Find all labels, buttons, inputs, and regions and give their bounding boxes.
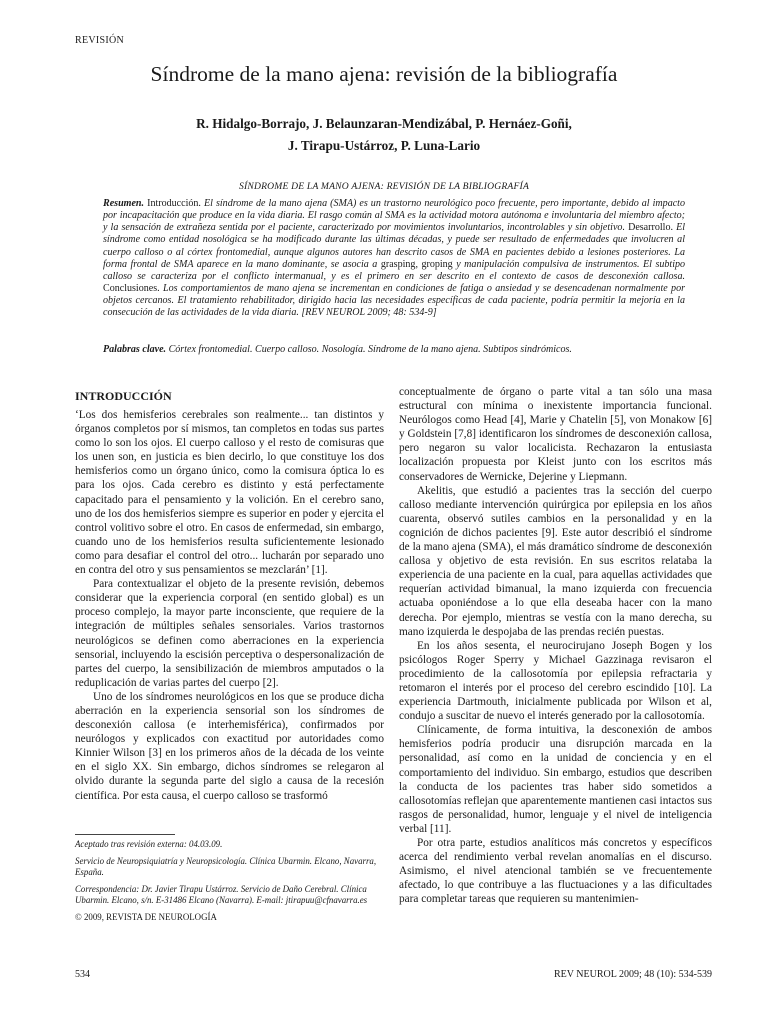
paragraph: Clínicamente, de forma intuitiva, la desconexión de ambos hemisferios podría producir una disrupción marcada en la personalidad, así como en la unidad de conciencia y en el comportamiento del individuo. Sin embargo, estudios que describen la conducta de los pacientes tras haber sido sometidos a callosotomías reflejan que aparentemente mantienen casi intactos sus rasgos de personalidad, humor, lenguaje y el nivel de inteligencia verbal [11]. <box>399 724 712 835</box>
footnote-correspondence: Correspondencia: Dr. Javier Tirapu Ustárroz. Servicio de Daño Cerebral. Clínica Ubarmin. Elcano, s/n. E-31486 Elcano (Navarra). E-mail: jtirapuu@cfnavarra.es <box>75 884 368 905</box>
footnote-accepted: Aceptado tras revisión externa: 04.03.09. <box>75 839 223 849</box>
keywords-label: Palabras clave. <box>103 344 167 355</box>
author-line-1: R. Hidalgo-Borrajo, J. Belaunzaran-Mendizábal, P. Hernáez-Goñi, <box>196 116 572 131</box>
paragraph: Para contextualizar el objeto de la presente revisión, debemos considerar que la experiencia corporal (en sentido global) es un proceso complejo, la mayor parte inconsciente, que requiere de la integración de múltiples señales sensoriales. Varios trastornos neurológicos se definen como aberraciones en la experiencia sensorial, incluyendo la escisión perceptiva o despersonalización de partes del cuerpo, la sensibilización de miembros amputados o la reduplicación de varias partes del cuerpo [2]. <box>75 578 384 689</box>
abstract-heading: SÍNDROME DE LA MANO AJENA: REVISIÓN DE LA BIBLIOGRAFÍA <box>238 181 530 192</box>
paragraph: ‘Los dos hemisferios cerebrales son realmente... tan distintos y órganos completos por sí mismos, tan completos en todas sus partes como lo son los ojos. El cuerpo calloso y el resto de comisuras que los unen son, en justicia es bien decirlo, lo que constituye los dos hemisferios como un órgano único, como la comisura óptica lo es para los ojos. Cada cerebro es distinto y está perfectamente capacitado para el pensamiento y la volición. En el cerebro sano, uno de los dos hemisferios siempre es superior en poder y ejercita el control volitivo sobre el otro. En casos de enfermedad, sin embargo, cuando uno de los hemisferios resulta suficientemente lesionado como para desafiar el control del otro... lucharán por separado uno en contra del otro y sus pensamientos se mezclarán’ [1]. <box>75 409 384 577</box>
abstract-label: Resumen. <box>103 198 145 209</box>
article-title: Síndrome de la mano ajena: revisión de la bibliografía <box>150 62 618 86</box>
abstract-term-grasping: grasping <box>380 258 416 270</box>
footnote-divider <box>75 834 175 835</box>
paragraph: Por otra parte, estudios analíticos más concretos y específicos acerca del rendimiento verbal revelan anomalías en el discurso. Asimismo, el nivel atencional también se ve frecuentemente afectado, lo que contribuye a las fluctuaciones y a las dificultades para completar tareas que requieren su mantenimien- <box>399 837 712 906</box>
paragraph: conceptualmente de órgano o parte vital a tan sólo una masa estructural con mínima o inexistente importancia funcional. Neurólogos como Head [4], Marie y Chatelin [5], von Monakow [6] y Goldstein [7,8] identificaron los síndromes de desconexión callosa, pero negaron su valor localicista. Rechazaron la entusiasta localización propuesta por Kleist junto con los escritos más conservadores de Wernicke, Dejerine y Liepmann. <box>399 386 712 483</box>
paragraph: Akelitis, que estudió a pacientes tras la sección del cuerpo calloso mediante intervención quirúrgica por epilepsia en los años cuarenta, observó sutiles cambios en la personalidad y en la cognición de dichos pacientes [9]. Este autor describió el síndrome de la mano ajena (SMA), el más dramático síndrome de desconexión callosa y objetivo de esta revisión. En sus escritos relataba la experiencia de una paciente en la cual, para aquellas actividades que requerían actividad bimanual, la mano izquierda con frecuencia actuaba oponiéndose a lo que ella deseaba hacer con la mano derecha. Por ejemplo, mientras se vestía con la mano derecha, su mano izquierda le despojaba de las prendas recién puestas. <box>399 484 712 638</box>
abstract-term-separator: , <box>415 258 418 270</box>
abstract-development-text: El síndrome como entidad nosológica se ha modificado durante las últimas décadas, y puede ser resultado de enfermedades que involucren al cuerpo calloso o al córtex frontomedial, aunque algunos autores han descrito casos de SMA en pacientes debido a lesiones posteriores. La forma frontal de SMA aparece en la mano dominante, se asocia a <box>103 222 686 270</box>
abstract-development-label: Desarrollo. <box>628 222 673 234</box>
abstract-intro-text: El síndrome de la mano ajena (SMA) es un trastorno neurológico poco frecuente, pero importante, debido al impacto por incapacitación que produce en la vida diaria. El rasgo común al SMA es la actividad motora autónoma e involuntaria del miembro afecto; y la sensación de extrañeza sentida por el paciente, caracterizado por movimientos involuntarios, incontrolables y sin objetivo. <box>103 198 685 234</box>
abstract-development-text-2: y manipulación compulsiva de instrumentos. El subtipo calloso se caracteriza por el conflicto intermanual, y es el primero en ser descrito en el contexto de casos de desconexión callosa. <box>103 258 686 282</box>
abstract-conclusions-text: Los comportamientos de mano ajena se incrementan en condiciones de fatiga o ansiedad y se desencadenan normalmente por objetos cercanos. El tratamiento rehabilitador, dirigido hacia las necesidades específicas de cada paciente, podría permitir la mejoría en la consecución de las actividades de la vida diaria. [REV NEUROL 2009; 48: 534-9] <box>103 283 685 319</box>
paragraph: Uno de los síndromes neurológicos en los que se produce dicha aberración en la experiencia sensorial son los síndromes de desconexión callosa (e interhemisférica), confirmados por neurólogos y explicados con exactitud por autoridades como Kinnier Wilson [3] en los primeros años de la década de los veinte en el siglo XX. Sin embargo, dichos síndromes se relegaron al olvido durante la segunda parte del siglo a causa de la recesión científica. Por esta causa, el cuerpo calloso se trasformó <box>75 690 384 802</box>
keywords-text: Córtex frontomedial. Cuerpo calloso. Nosología. Síndrome de la mano ajena. Subtipos sindrómicos. <box>168 344 572 355</box>
footnote-copyright: © 2009, REVISTA DE NEUROLOGÍA <box>75 912 217 922</box>
abstract-conclusions-label: Conclusiones. <box>103 283 160 295</box>
abstract-term-groping: groping <box>421 258 453 270</box>
abstract-intro-label: Introducción. <box>147 198 201 209</box>
paragraph: En los años sesenta, el neurocirujano Joseph Bogen y los psicólogos Roger Sperry y Michael Gazzinaga revisaron el procedimiento de la callosotomía por epilepsia refractaria y retomaron el interés por el proceso del cerebro escindido [10]. La experiencia Dartmouth, inicialmente publicada por Wilson et al, condujo a suscitar de nuevo el interés generado por la callosotomía. <box>399 639 712 723</box>
body-column-right <box>399 385 712 906</box>
author-list <box>80 113 688 157</box>
footnotes <box>75 839 384 929</box>
body-column-left <box>75 408 384 803</box>
footnote-affiliation: Servicio de Neuropsiquiatría y Neuropsicología. Clínica Ubarmin. Elcano, Navarra, España. <box>75 856 377 877</box>
journal-citation: REV NEUROL 2009; 48 (10): 534-539 <box>553 969 712 980</box>
keywords <box>103 344 685 356</box>
abstract <box>103 198 685 320</box>
page-number: 534 <box>75 969 90 980</box>
author-line-2: J. Tirapu-Ustárroz, P. Luna-Lario <box>287 138 481 153</box>
section-heading-introduction: INTRODUCCIÓN <box>75 389 172 403</box>
section-label: REVISIÓN <box>75 35 125 46</box>
